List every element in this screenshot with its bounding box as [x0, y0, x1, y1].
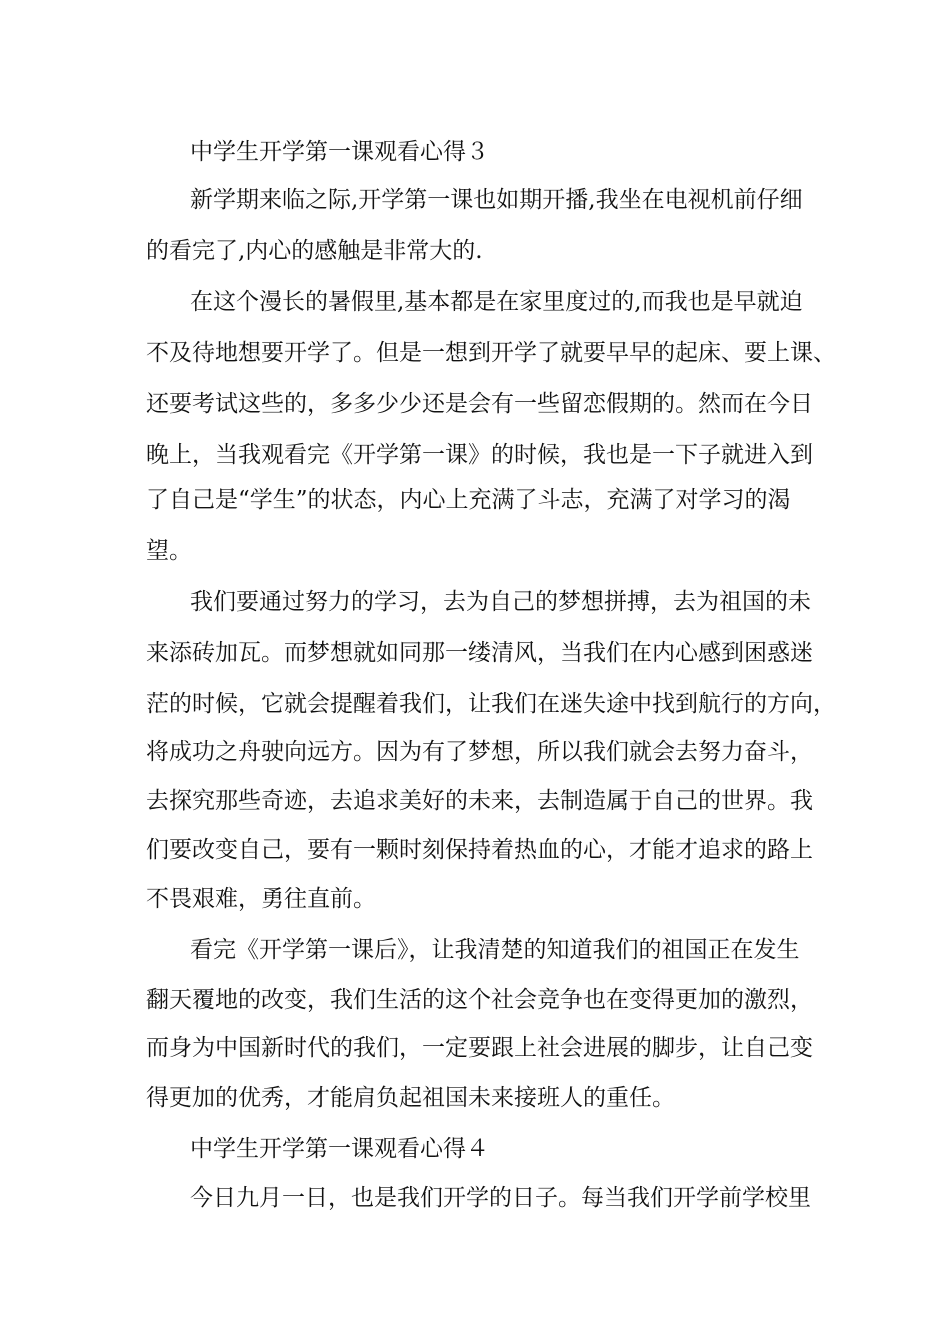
paragraph-line: 不及待地想要开学了。但是一想到开学了就要早早的起床、要上课、 — [146, 340, 836, 366]
paragraph-line: 去探究那些奇迹，去追求美好的未来，去制造属于自己的世界。我 — [146, 788, 813, 814]
paragraph-line: 的看完了,内心的感触是非常大的. — [146, 238, 483, 264]
section-heading-4: 中学生开学第一课观看心得４ — [190, 1136, 489, 1162]
paragraph-line: 不畏艰难，勇往直前。 — [146, 886, 376, 912]
paragraph-line: 们要改变自己，要有一颗时刻保持着热血的心，才能才追求的路上 — [146, 837, 813, 863]
paragraph-line: 我们要通过努力的学习，去为自己的梦想拼搏，去为祖国的未 — [190, 589, 811, 615]
paragraph-line: 茫的时候，它就会提醒着我们，让我们在迷失途中找到航行的方向， — [146, 691, 836, 717]
paragraph-line: 新学期来临之际,开学第一课也如期开播,我坐在电视机前仔细 — [190, 187, 803, 213]
paragraph-line: 而身为中国新时代的我们，一定要跟上社会进展的脚步，让自己变 — [146, 1035, 813, 1061]
paragraph-line: 在这个漫长的暑假里,基本都是在家里度过的,而我也是早就迫 — [190, 289, 803, 315]
paragraph-line: 望。 — [146, 538, 192, 564]
paragraph-line: 晚上，当我观看完《开学第一课》的时候，我也是一下子就进入到 — [146, 442, 813, 468]
paragraph-line: 来添砖加瓦。而梦想就如同那一缕清风，当我们在内心感到困惑迷 — [146, 640, 813, 666]
paragraph-line: 看完《开学第一课后》，让我清楚的知道我们的祖国正在发生 — [190, 937, 800, 963]
paragraph-line: 还要考试这些的，多多少少还是会有一些留恋假期的。然而在今日 — [146, 391, 813, 417]
paragraph-line: 翻天覆地的改变，我们生活的这个社会竞争也在变得更加的激烈， — [146, 987, 813, 1013]
paragraph-line: 得更加的优秀，才能肩负起祖国未来接班人的重任。 — [146, 1085, 675, 1111]
paragraph-line: 将成功之舟驶向远方。因为有了梦想，所以我们就会去努力奋斗， — [146, 739, 813, 765]
section-heading-3: 中学生开学第一课观看心得３ — [190, 139, 489, 165]
paragraph-line: 了自己是“学生”的状态，内心上充满了斗志，充满了对学习的渴 — [146, 487, 791, 513]
paragraph-line: 今日九月一日，也是我们开学的日子。每当我们开学前学校里 — [190, 1185, 811, 1211]
